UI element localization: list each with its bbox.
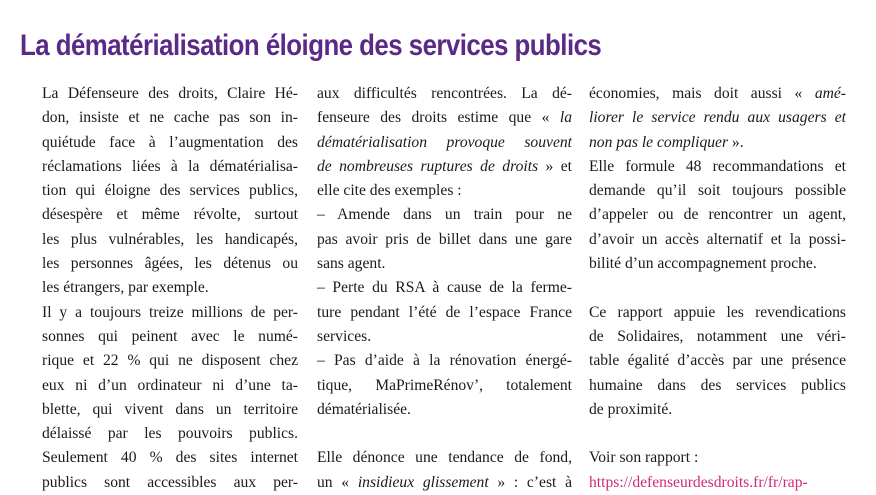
text-line (42, 422, 298, 446)
line-text: aux difficultés rencontrées. La dé- (317, 85, 572, 102)
line-text: de Solidaires, notamment une véri- (589, 327, 846, 345)
line-text: eux ni d’un ordinateur ni d’une ta- (42, 376, 298, 394)
text-line (589, 301, 846, 325)
line-text: Il y a toujours treize millions de per- (42, 303, 298, 321)
text-line (42, 252, 298, 276)
text-line (42, 106, 298, 130)
line-emphasis: amé- (814, 85, 846, 102)
line-emphasis: la (559, 109, 572, 127)
text-line (317, 325, 572, 349)
line-text: les étrangers, par exemple. (42, 279, 209, 297)
line-text: désespère et même révolte, surtout (42, 206, 298, 224)
text-line (317, 446, 572, 470)
line-text: de proximité. (589, 400, 673, 418)
text-line (42, 398, 298, 422)
line-text: – Perte du RSA à cause de la ferme- (317, 279, 572, 297)
paragraph-break (589, 276, 846, 300)
line-text: un « (317, 473, 358, 491)
text-line (589, 374, 846, 398)
line-text: rique et 22 % qui ne disposent chez (42, 352, 298, 370)
line-text: Elle formule 48 recommandations et (589, 157, 846, 175)
text-line (589, 131, 846, 155)
line-emphasis: insidieux glissement (357, 473, 489, 491)
text-line (42, 276, 298, 300)
text-line (42, 325, 298, 349)
line-text: bilité d’un accompagnement proche. (589, 255, 817, 273)
text-line (42, 131, 298, 155)
line-text: sans agent. (317, 255, 386, 273)
text-line (317, 82, 572, 106)
text-line (317, 301, 572, 325)
line-text: réclamations liées à la dématérialisa- (42, 157, 298, 175)
text-column-3 (589, 82, 846, 495)
text-line (317, 276, 572, 300)
text-line (589, 252, 846, 276)
line-text: ture pendant l’été de l’espace France (317, 303, 572, 321)
line-text: tion qui éloigne des services publics, (42, 182, 298, 200)
line-text: les plus vulnérables, les handicapés, (42, 230, 298, 248)
line-text: don, insiste et ne cache pas son in- (42, 109, 298, 127)
text-line (42, 179, 298, 203)
text-line (589, 325, 846, 349)
line-emphasis: liorer le service rendu aux usagers et (589, 109, 846, 127)
line-emphasis: dématérialisation provoque souvent (317, 133, 572, 151)
text-line (42, 349, 298, 373)
line-text: d’appeler ou de rencontrer un agent, (589, 206, 846, 224)
line-text: tique, MaPrimeRénov’, totalement (317, 376, 572, 394)
text-line (589, 349, 846, 373)
text-column-2 (317, 82, 572, 495)
text-line (589, 155, 846, 179)
line-text-after: » : c’est à (488, 473, 572, 491)
line-text: Elle dénonce une tendance de fond, (317, 449, 572, 467)
text-line (317, 349, 572, 373)
text-line (317, 228, 572, 252)
text-line (42, 203, 298, 227)
line-text: délaissé par les pouvoirs publics. (42, 425, 298, 443)
text-line[interactable] (589, 471, 846, 495)
report-link[interactable]: https://defenseurdesdroits.fr/fr/rap- (589, 473, 808, 491)
text-line (42, 374, 298, 398)
line-text: demande qu’il soit toujours possible (589, 182, 846, 200)
line-text: pas avoir pris de billet dans une gare (317, 230, 572, 248)
text-line (42, 471, 298, 495)
line-text: La Défenseure des droits, Claire Hé- (42, 85, 298, 102)
line-text: dématérialisée. (317, 400, 411, 418)
text-line (589, 106, 846, 130)
line-emphasis: non pas le compliquer (589, 133, 729, 151)
line-text: blette, qui vivent dans un territoire (42, 400, 298, 418)
line-text: les personnes âgées, les détenus ou (42, 255, 298, 273)
line-text: Voir son rapport : (589, 449, 699, 467)
text-line (42, 228, 298, 252)
text-line (317, 179, 572, 203)
text-line (317, 471, 572, 495)
text-line (42, 301, 298, 325)
text-line (589, 228, 846, 252)
line-text: économies, mais doit aussi « (589, 85, 815, 102)
line-text: humaine dans des services publics (589, 376, 846, 394)
text-line (42, 155, 298, 179)
line-emphasis: de nombreuses ruptures de droits (317, 157, 539, 175)
text-line (589, 203, 846, 227)
line-text: services. (317, 327, 372, 345)
text-line (317, 155, 572, 179)
line-text: fenseure des droits estime que « (317, 109, 560, 127)
line-text: quiétude face à l’augmentation des (42, 133, 298, 151)
line-text-after: ». (728, 133, 744, 151)
text-line (589, 82, 846, 106)
text-line (317, 252, 572, 276)
line-text-after: » et (538, 157, 572, 175)
line-text: Ce rapport appuie les revendications (589, 303, 846, 321)
text-line (589, 446, 846, 470)
paragraph-break (589, 422, 846, 446)
line-text: d’avoir un accès alternatif et la possi- (589, 230, 846, 248)
text-line (42, 82, 298, 106)
text-line (589, 398, 846, 422)
line-text: sonnes qui peinent avec le numé- (42, 327, 298, 345)
text-line (317, 374, 572, 398)
line-text: – Pas d’aide à la rénovation énergé- (317, 352, 572, 370)
line-text: Seulement 40 % des sites internet (42, 449, 298, 467)
article-title: La dématérialisation éloigne des services publics (20, 29, 602, 62)
text-line (42, 446, 298, 470)
line-text: elle cite des exemples : (317, 182, 462, 200)
text-line (317, 131, 572, 155)
text-line (317, 398, 572, 422)
text-line (589, 179, 846, 203)
text-column-1 (42, 82, 298, 495)
text-line (317, 203, 572, 227)
line-text: – Amende dans un train pour ne (317, 206, 572, 224)
line-text: publics sont accessibles aux per- (42, 473, 298, 491)
text-line (317, 106, 572, 130)
line-text: table égalité d’accès par une présence (589, 352, 846, 370)
paragraph-break (317, 422, 572, 446)
